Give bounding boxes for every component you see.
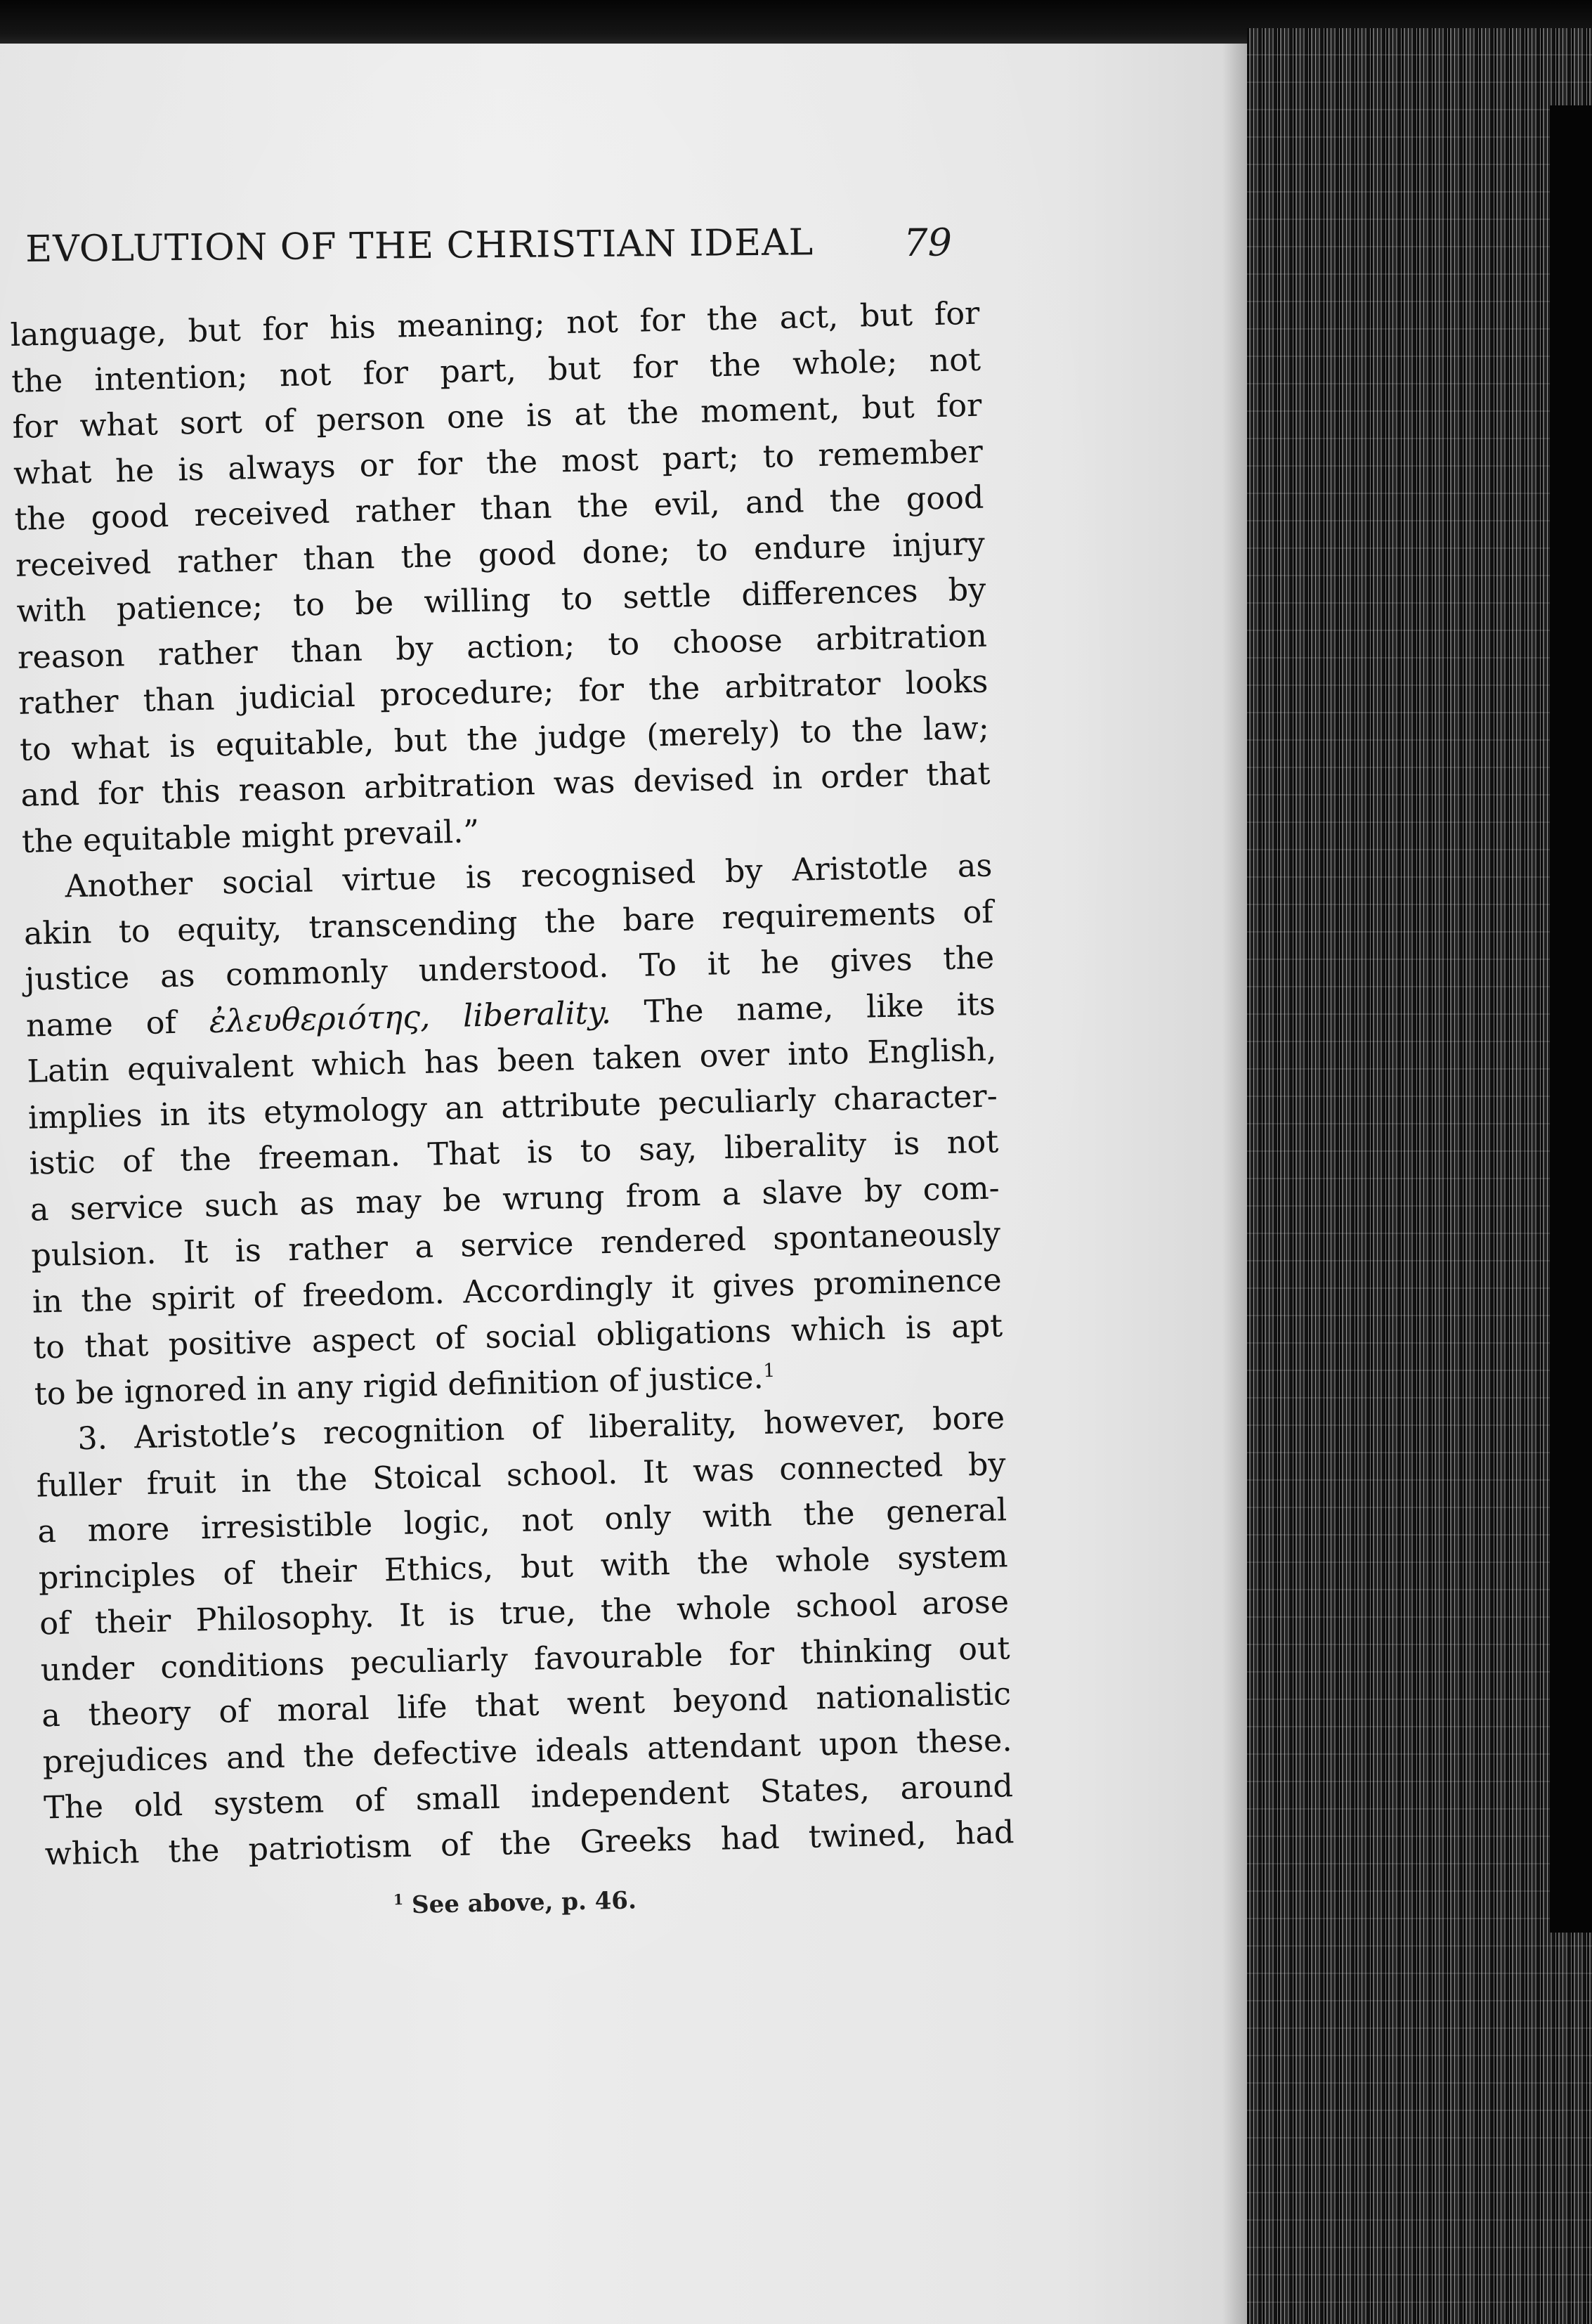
- text-line: to that positive aspect of social obligations which is apt: [32, 1308, 1003, 1366]
- text-line: the intention; not for part, but for the whole; not: [11, 342, 981, 400]
- text-segment: The name, like its: [644, 985, 996, 1030]
- footnote-text: See above, p. 46.: [403, 1886, 637, 1920]
- text-line: fuller fruit in the Stoical school. It was connected by: [36, 1446, 1007, 1505]
- text-line: the good received rather than the evil, and the good: [14, 479, 984, 538]
- text-line: rather than judicial procedure; for the arbitrator looks: [18, 663, 989, 722]
- text-line: under conditions peculiarly favourable for thinking out: [40, 1630, 1011, 1688]
- text-line: implies in its etymology an attribute peculiarly character-: [27, 1077, 998, 1136]
- text-line: to what is equitable, but the judge (merely) to the law;: [19, 710, 990, 768]
- text-line: and for this reason arbitration was devised in order that: [20, 755, 991, 814]
- footnote: [393, 1886, 637, 1919]
- text-line: 3. Aristotle’s recognition of liberality, however, bore: [77, 1400, 1005, 1458]
- text-line: Another social virtue is recognised by Aristotle as: [64, 848, 993, 905]
- running-title: EVOLUTION OF THE CHRISTIAN IDEAL: [25, 221, 814, 271]
- text-line: akin to equity, transcending the bare requirements of: [23, 893, 994, 952]
- book-page-edges: [1247, 28, 1592, 2324]
- footnote-marker: 1: [393, 1891, 404, 1909]
- body-text: [10, 291, 1014, 1878]
- text-line: a service such as may be wrung from a slave by com-: [30, 1169, 1000, 1228]
- text-line: of their Philosophy. It is true, the whole school arose: [39, 1584, 1010, 1642]
- text-line: language, but for his meaning; not for the act, but for: [10, 295, 980, 353]
- page-header: [25, 220, 953, 285]
- text-line: The old system of small independent States, around: [43, 1768, 1014, 1826]
- page-number: 79: [903, 220, 953, 266]
- text-line: istic of the freeman. That is to say, liberality is not: [28, 1124, 999, 1182]
- text-line: received rather than the good done; to endure injury: [15, 526, 986, 584]
- text-line: prejudices and the defective ideals attendant upon these.: [42, 1722, 1013, 1780]
- text-line: pulsion. It is rather a service rendered spontaneously: [30, 1216, 1001, 1274]
- text-line: for what sort of person one is at the moment, but for: [12, 387, 982, 446]
- greek-term: ἐλευθεριότης, liberality.: [209, 994, 612, 1040]
- text-line: Latin equivalent which has been taken over into English,: [26, 1032, 997, 1090]
- text-segment: name of: [25, 1004, 177, 1044]
- text-line: what he is always or for the most part; to remember: [13, 434, 984, 492]
- scan-right-border: [1550, 105, 1592, 1933]
- text-segment: to be ignored in any rigid definition of justice.: [34, 1359, 764, 1413]
- text-line: with patience; to be willing to settle differences by: [16, 571, 986, 630]
- text-line: a theory of moral life that went beyond nationalistic: [41, 1676, 1012, 1734]
- text-line: principles of their Ethics, but with the whole system: [38, 1538, 1009, 1597]
- text-line: in the spirit of freedom. Accordingly it gives prominence: [32, 1261, 1003, 1320]
- text-line: reason rather than by action; to choose arbitration: [17, 618, 988, 676]
- text-line: justice as commonly understood. To it he gives the: [24, 940, 995, 998]
- text-line: the equitable might prevail.”: [21, 813, 480, 860]
- text-line: a more irresistible logic, not only with the general: [37, 1492, 1007, 1550]
- footnote-reference: 1: [762, 1359, 776, 1382]
- text-line: which the patriotism of the Greeks had twined, had: [44, 1814, 1014, 1872]
